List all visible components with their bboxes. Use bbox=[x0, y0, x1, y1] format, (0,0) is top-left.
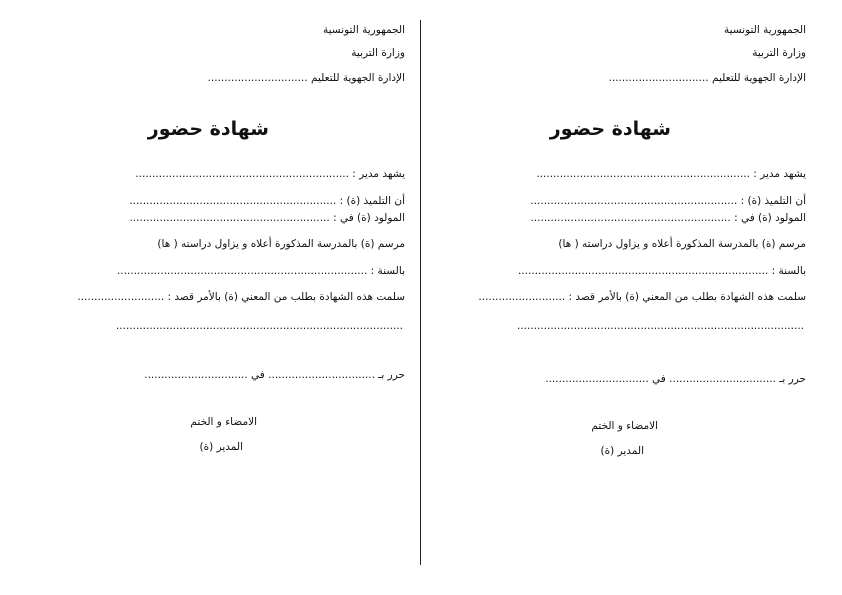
director-sign-label: المدير (ة) bbox=[199, 441, 243, 453]
field-year: بالسنة : ........................................................................... bbox=[116, 265, 405, 277]
field-student: أن التلميذ (ة) : .............................................................. bbox=[530, 195, 806, 207]
header-republic: الجمهورية التونسية bbox=[724, 24, 806, 36]
header-ministry: وزارة التربية bbox=[351, 47, 405, 59]
certificate-right bbox=[421, 0, 842, 595]
field-delivered: سلمت هذه الشهادة بطلب من المعني (ة) بالأمر قصد : .......................... bbox=[77, 291, 405, 303]
field-written-at: حرر بـ ................................ في ............................... bbox=[545, 373, 806, 385]
header-ministry: وزارة التربية bbox=[752, 47, 806, 59]
signature-label: الامضاء و الختم bbox=[591, 420, 658, 432]
header-regional: الإدارة الجهوية للتعليم .............................. bbox=[608, 72, 806, 84]
field-director: يشهد مدير : ................................................................ bbox=[536, 168, 806, 180]
certificate-title: شهادة حضور bbox=[549, 118, 671, 140]
field-delivered: سلمت هذه الشهادة بطلب من المعني (ة) بالأمر قصد : .......................... bbox=[478, 291, 806, 303]
signature-label: الامضاء و الختم bbox=[190, 416, 257, 428]
certificate-title: شهادة حضور bbox=[147, 118, 269, 140]
director-sign-label: المدير (ة) bbox=[600, 445, 644, 457]
header-republic: الجمهورية التونسية bbox=[323, 24, 405, 36]
field-director: يشهد مدير : ................................................................ bbox=[135, 168, 405, 180]
field-birth: المولود (ة) في : ............................................................ bbox=[530, 212, 806, 224]
field-enrolled: مرسم (ة) بالمدرسة المذكورة أعلاه و يزاول دراسته ( ها) bbox=[157, 238, 405, 250]
field-dots: ...................................................................................... bbox=[115, 320, 403, 332]
field-written-at: حرر بـ ................................ في ............................... bbox=[144, 369, 405, 381]
field-enrolled: مرسم (ة) بالمدرسة المذكورة أعلاه و يزاول دراسته ( ها) bbox=[558, 238, 806, 250]
field-year: بالسنة : ........................................................................... bbox=[517, 265, 806, 277]
header-regional: الإدارة الجهوية للتعليم .............................. bbox=[207, 72, 405, 84]
field-dots: ...................................................................................... bbox=[516, 320, 804, 332]
field-birth: المولود (ة) في : ............................................................ bbox=[129, 212, 405, 224]
field-student: أن التلميذ (ة) : .............................................................. bbox=[129, 195, 405, 207]
